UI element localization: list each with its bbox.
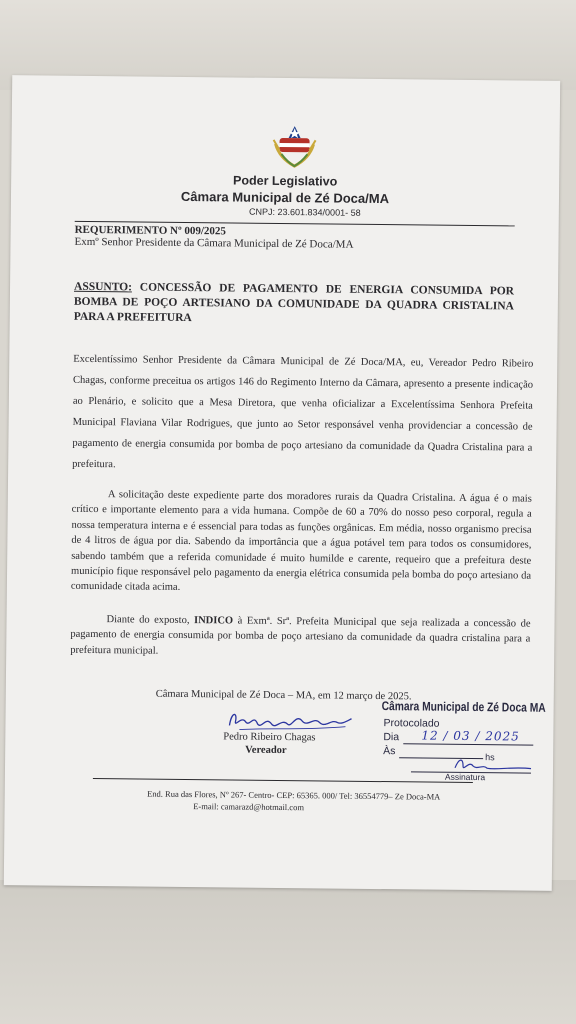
footer-address: End. Rua das Flores, Nº 267- Centro- CEP: 65365. 000/ Tel: 36554779– Ze Doca-MA <box>147 788 441 802</box>
body-paragraph-3 <box>70 612 530 663</box>
header-org-line2: Câmara Municipal de Zé Doca/MA <box>180 188 390 207</box>
stamp-day-line <box>403 743 533 745</box>
signer-role: Vereador <box>245 744 287 757</box>
paragraph3-indico: INDICO <box>193 615 234 627</box>
request-greeting: Exmº Senhor Presidente da Câmara Municipal de Zé Doca/MA <box>74 235 354 251</box>
paragraph3-pre: Diante do exposto, <box>106 614 195 627</box>
signer-name: Pedro Ribeiro Chagas <box>223 731 316 744</box>
footer-email: E-mail: camarazd@hotmail.com <box>193 801 305 813</box>
stamp-signature-label: Assinatura <box>444 771 486 783</box>
stamp-hours-label: hs <box>485 752 495 763</box>
stamp-title: Câmara Municipal de Zé Doca MA <box>381 699 546 715</box>
request-number: REQUERIMENTO Nº 009/2025 <box>74 223 227 238</box>
stamp-time-label: Às <box>383 745 396 758</box>
background-bottom <box>0 880 576 1024</box>
protocol-stamp <box>381 699 552 791</box>
subject-text: CONCESSÃO DE PAGAMENTO DE ENERGIA CONSUMIDA POR BOMBA DE POÇO ARTESIANO DA COMUNIDADE DA QUADRA CRISTALINA PARA A PREFEITURA <box>73 281 515 325</box>
document-page <box>4 75 560 891</box>
stamp-day-value: 12 / 03 / 2025 <box>421 728 520 744</box>
header-org-line1: Poder Legislativo <box>232 173 338 189</box>
stamp-day-label: Dia <box>383 731 400 744</box>
stamp-protocol: Protocolado <box>383 717 440 730</box>
request-subject <box>74 280 514 330</box>
body-paragraph-2: A solicitação deste expediente parte dos moradores rurais da Quadra Cristalina. A água é o mais crítico e importante elemento para a vida humana. Compõe de 60 a 70% do nosso peso corporal, regula a nossa temperatura interna e é essencial para todas as funções orgânicas. Em média, nosso organismo precisa de 4 litros de água por dia. Sabendo da importância que a água potável tem para todos os consumidores, sabendo também que a referida comunidade é muito humilde e carente, requeiro que a prefeitura deste município fique responsável pelo pagamento da energia elétrica consumida pela bomba do poço artesiano da comunidade citada acima. <box>70 489 532 594</box>
paragraph3-post: à Exmª. Srª. Prefeita Municipal que seja realizada a concessão de pagamento de energia consumida por bomba de poço artesiano da comunidade da quadra cristalina para a prefeitura municipal. <box>70 615 531 657</box>
subject-label: ASSUNTO: <box>73 280 133 294</box>
municipal-emblem-icon <box>271 122 318 172</box>
body-paragraph-1: Excelentíssimo Senhor Presidente da Câmara Municipal de Zé Doca/MA, eu, Vereador Pedro Ribeiro Chagas, conforme preceitua os artigos 146 do Regimento Interno da Câmara, apresento a presente indicação ao Plenário, e solicito que a Mesa Diretora, que venha oficializar a Excelentíssima Senhora Prefeita Municipal Flaviana Vilar Rodrigues, que junto ao Setor responsável venha providenciar a concessão de pagamento de energia consumida por bomba de poço artesiano da comunidade da Quadra Cristalina para a prefeitura. <box>72 353 534 471</box>
header-cnpj: CNPJ: 23.601.834/0001- 58 <box>248 206 361 218</box>
place-date: Câmara Municipal de Zé Doca – MA, em 12 março de 2025. <box>155 688 412 703</box>
